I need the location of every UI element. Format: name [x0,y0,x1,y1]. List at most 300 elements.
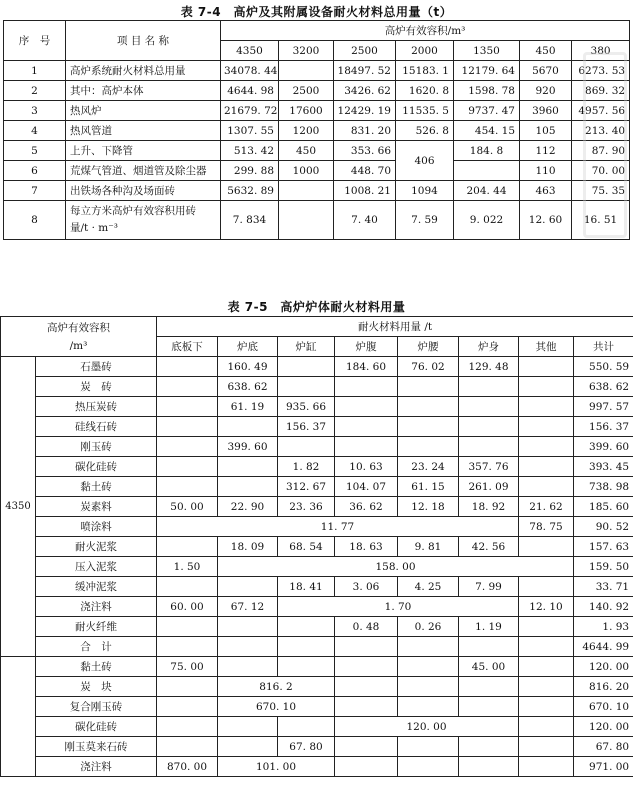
cell [335,657,398,677]
row-seq: 1 [4,61,66,81]
cell [459,737,519,757]
table-row [1,757,633,777]
cell [519,417,574,437]
cell [398,677,459,697]
cell [157,417,218,437]
cell: 156. 37 [278,417,335,437]
table-row [4,161,630,181]
cell-total: 185. 60 [574,497,633,517]
cell: 67. 80 [278,737,335,757]
cell: 831. 20 [334,121,396,141]
col-header: 共计 [574,337,633,357]
cell-merged: 101. 00 [218,757,335,777]
cell: 18. 92 [459,497,519,517]
cell: 0. 26 [398,617,459,637]
cell: 2500 [279,81,334,101]
col-header: 其他 [519,337,574,357]
row-name [66,201,221,240]
cell-total: 816. 20 [574,677,633,697]
cell: 3. 06 [335,577,398,597]
header-volume: 高炉有效容积 [47,321,110,334]
cell [157,457,218,477]
row-seq: 3 [4,101,66,121]
header-volume-cell [1,317,157,357]
cell [218,617,278,637]
cell: 12. 60 [520,201,572,240]
cell [157,437,218,457]
cell: 5670 [520,61,572,81]
table-row [1,737,633,757]
cell: 1008. 21 [334,181,396,201]
cell-total: 4644. 99 [574,637,633,657]
cell [218,577,278,597]
cell [278,717,335,737]
cell: 61. 19 [218,397,278,417]
material-name: 刚玉砖 [36,437,157,457]
material-name: 碳化硅砖 [36,717,157,737]
cell [278,637,335,657]
cell [157,717,218,737]
material-name: 热压炭砖 [36,397,157,417]
cell [218,737,278,757]
cell-merged: 11. 77 [157,517,519,537]
cell [279,201,334,240]
table-row [1,377,633,397]
cell: 353. 66 [334,141,396,161]
cell: 9737. 47 [454,101,520,121]
cell: 5632. 89 [221,181,279,201]
table-row [4,201,630,240]
cell: 16. 51 [572,201,630,240]
cell [519,437,574,457]
cell [335,677,398,697]
cell: 34078. 44 [221,61,279,81]
cell [218,457,278,477]
row-name: 出铁场各种沟及场面砖 [66,181,221,201]
cell: 18. 41 [278,577,335,597]
cell [519,637,574,657]
cell [218,477,278,497]
table-row [1,677,633,697]
cell-total: 670. 10 [574,697,633,717]
cell: 12. 18 [398,497,459,517]
table-row [1,617,633,637]
cell-total: 638. 62 [574,377,633,397]
row-name: 热风炉 [66,101,221,121]
cell [157,537,218,557]
cell: 1598. 78 [454,81,520,101]
cell [278,437,335,457]
group-volume-4350: 4350 [1,357,36,657]
cell: 1. 82 [278,457,335,477]
cell: 3960 [520,101,572,121]
cell: 7. 40 [334,201,396,240]
cell [398,657,459,677]
cell: 4. 25 [398,577,459,597]
row-seq: 6 [4,161,66,181]
cell: 104. 07 [335,477,398,497]
material-name: 刚玉莫来石砖 [36,737,157,757]
cell: 129. 48 [459,357,519,377]
cell: 1094 [396,181,454,201]
cell: 1. 50 [157,557,218,577]
cell [157,617,218,637]
cell: 75. 35 [572,181,630,201]
cell: 299. 88 [221,161,279,181]
cell: 78. 75 [519,517,574,537]
cell [519,457,574,477]
table-row [1,457,633,477]
table-row [1,497,633,517]
material-name: 喷涂料 [36,517,157,537]
cell-merged: 158. 00 [218,557,574,577]
cell [335,637,398,657]
cell [278,377,335,397]
material-name: 复合刚玉砖 [36,697,157,717]
col-header: 炉腹 [335,337,398,357]
cell [157,737,218,757]
cell [519,737,574,757]
cell: 18. 09 [218,537,278,557]
cell [519,397,574,417]
material-name: 石墨砖 [36,357,157,377]
cell: 21679. 72 [221,101,279,121]
cell: 60. 00 [157,597,218,617]
row-name: 热风管道 [66,121,221,141]
group-volume-2 [1,657,36,777]
cell [157,397,218,417]
material-name: 硅线石砖 [36,417,157,437]
vol-col: 380 [572,41,630,61]
material-name: 炭 块 [36,677,157,697]
col-header: 炉缸 [278,337,335,357]
cell [335,397,398,417]
cell: 312. 67 [278,477,335,497]
col-header: 底板下 [157,337,218,357]
cell-total: 156. 37 [574,417,633,437]
row-name-line1: 每立方米高炉有效容积用砖 [70,205,196,217]
cell: 4644. 98 [221,81,279,101]
cell [157,677,218,697]
col-header: 炉腰 [398,337,459,357]
cell-total: 157. 63 [574,537,633,557]
cell [157,377,218,397]
cell [398,757,459,777]
header-seq: 序 号 [4,21,66,61]
material-name: 浇注料 [36,597,157,617]
vol-col: 1350 [454,41,520,61]
cell: 1000 [279,161,334,181]
cell: 1620. 8 [396,81,454,101]
cell [459,417,519,437]
cell [398,637,459,657]
cell: 1200 [279,121,334,141]
cell [459,757,519,777]
table-row-total [1,637,633,657]
table-row [1,657,633,677]
cell: 21. 62 [519,497,574,517]
cell [218,637,278,657]
row-name: 高炉系统耐火材料总用量 [66,61,221,81]
cell-total: 120. 00 [574,657,633,677]
cell [519,377,574,397]
vol-col: 2500 [334,41,396,61]
cell: 213. 40 [572,121,630,141]
material-name: 合 计 [36,637,157,657]
cell: 261. 09 [459,477,519,497]
cell: 450 [279,141,334,161]
row-name: 其中：高炉本体 [66,81,221,101]
cell [398,397,459,417]
cell: 15183. 1 [396,61,454,81]
cell-total: 550. 59 [574,357,633,377]
cell: 17600 [279,101,334,121]
table-row [4,101,630,121]
cell: 638. 62 [218,377,278,397]
cell: 76. 02 [398,357,459,377]
cell: 513. 42 [221,141,279,161]
cell [335,377,398,397]
cell: 36. 62 [335,497,398,517]
cell: 7. 834 [221,201,279,240]
cell-total: 90. 52 [574,517,633,537]
table-row [1,397,633,417]
cell: 23. 36 [278,497,335,517]
cell [398,437,459,457]
cell: 10. 63 [335,457,398,477]
table-row [1,717,633,737]
cell: 87. 90 [572,141,630,161]
vol-col: 4350 [221,41,279,61]
table-row [1,357,633,377]
col-header: 炉底 [218,337,278,357]
table-row [4,81,630,101]
cell [519,717,574,737]
cell [459,637,519,657]
table-row [4,121,630,141]
cell-total: 67. 80 [574,737,633,757]
cell: 11535. 5 [396,101,454,121]
cell [459,377,519,397]
cell [157,577,218,597]
cell: 18497. 52 [334,61,396,81]
table-row [4,61,630,81]
cell: 869. 32 [572,81,630,101]
cell [218,717,278,737]
cell: 23. 24 [398,457,459,477]
cell [519,577,574,597]
cell: 70. 00 [572,161,630,181]
cell [519,697,574,717]
cell [335,757,398,777]
cell: 110 [520,161,572,181]
cell [157,477,218,497]
cell: 204. 44 [454,181,520,201]
row-seq: 4 [4,121,66,141]
material-name: 压入泥浆 [36,557,157,577]
cell [279,61,334,81]
material-name: 黏土砖 [36,657,157,677]
material-name: 碳化硅砖 [36,457,157,477]
cell: 12429. 19 [334,101,396,121]
cell [459,397,519,417]
cell [335,697,398,717]
cell [519,657,574,677]
cell [454,161,520,181]
cell: 526. 8 [396,121,454,141]
table-row [1,437,633,457]
cell [398,737,459,757]
row-name: 荒煤气管道、烟道管及除尘器 [66,161,221,181]
cell: 105 [520,121,572,141]
material-name: 耐火纤维 [36,617,157,637]
cell: 448. 70 [334,161,396,181]
cell [157,637,218,657]
cell-total: 997. 57 [574,397,633,417]
cell [278,657,335,677]
cell: 184. 60 [335,357,398,377]
cell [519,537,574,557]
table-row [1,477,633,497]
vol-col: 3200 [279,41,334,61]
cell-merged: 1. 70 [278,597,519,617]
cell: 935. 66 [278,397,335,417]
cell: 870. 00 [157,757,218,777]
cell [157,697,218,717]
cell [278,357,335,377]
row-name-line2: 量/t · m⁻³ [70,222,118,234]
cell: 1. 19 [459,617,519,637]
cell: 9. 022 [454,201,520,240]
cell: 1307. 55 [221,121,279,141]
cell [459,677,519,697]
cell: 920 [520,81,572,101]
cell: 454. 15 [454,121,520,141]
cell [278,617,335,637]
cell [459,437,519,457]
cell-total: 140. 92 [574,597,633,617]
table-row [1,597,633,617]
cell-total: 399. 60 [574,437,633,457]
cell-total: 159. 50 [574,557,633,577]
cell [218,417,278,437]
cell: 12. 10 [519,597,574,617]
cell: 6273. 53 [572,61,630,81]
cell [157,357,218,377]
cell: 4957. 56 [572,101,630,121]
cell: 463 [520,181,572,201]
cell [218,657,278,677]
material-name: 炭素料 [36,497,157,517]
row-seq: 8 [4,201,66,240]
cell: 160. 49 [218,357,278,377]
row-name: 上升、下降管 [66,141,221,161]
cell-merged: 816. 2 [218,677,335,697]
col-header: 炉身 [459,337,519,357]
row-seq: 2 [4,81,66,101]
table-row [1,697,633,717]
cell: 61. 15 [398,477,459,497]
cell-merged: 406 [396,141,454,181]
cell: 22. 90 [218,497,278,517]
cell: 0. 48 [335,617,398,637]
cell: 399. 60 [218,437,278,457]
cell [519,677,574,697]
material-name: 浇注料 [36,757,157,777]
cell: 7. 99 [459,577,519,597]
cell-total: 1. 93 [574,617,633,637]
cell-total: 393. 45 [574,457,633,477]
table-row [1,557,633,577]
cell: 75. 00 [157,657,218,677]
table-row [4,181,630,201]
table-row [4,141,630,161]
cell: 42. 56 [459,537,519,557]
cell [398,377,459,397]
cell [335,737,398,757]
cell: 67. 12 [218,597,278,617]
cell [519,617,574,637]
cell [335,437,398,457]
material-name: 缓冲泥浆 [36,577,157,597]
cell: 50. 00 [157,497,218,517]
cell: 357. 76 [459,457,519,477]
table-row [1,417,633,437]
cell: 3426. 62 [334,81,396,101]
header-volume-unit: /m³ [69,339,88,352]
material-name: 黏土砖 [36,477,157,497]
cell-merged: 120. 00 [335,717,519,737]
cell: 9. 81 [398,537,459,557]
table1-caption: 表 7-4 高炉及其附属设备耐火材料总用量（t） [180,5,453,19]
row-seq: 7 [4,181,66,201]
header-volume: 高炉有效容积/m³ [221,21,630,41]
cell-total: 120. 00 [574,717,633,737]
table2-caption: 表 7-5 高炉炉体耐火材料用量 [227,300,406,314]
table-refractory-total [3,20,630,240]
cell-total: 738. 98 [574,477,633,497]
cell [519,477,574,497]
vol-col: 450 [520,41,572,61]
table-furnace-body-refractory [0,316,633,777]
cell-total: 33. 71 [574,577,633,597]
cell [519,757,574,777]
cell: 68. 54 [278,537,335,557]
cell: 184. 8 [454,141,520,161]
cell [459,697,519,717]
table-row [1,577,633,597]
cell: 7. 59 [396,201,454,240]
cell [398,417,459,437]
row-seq: 5 [4,141,66,161]
cell: 112 [520,141,572,161]
cell [519,357,574,377]
header-item: 项 目 名 称 [66,21,221,61]
watermark-logo [583,52,627,238]
material-name: 炭 砖 [36,377,157,397]
cell: 45. 00 [459,657,519,677]
cell [335,417,398,437]
cell-total: 971. 00 [574,757,633,777]
vol-col: 2000 [396,41,454,61]
table-row [1,537,633,557]
cell-merged: 670. 10 [218,697,335,717]
material-name: 耐火泥浆 [36,537,157,557]
cell [398,697,459,717]
cell [279,181,334,201]
cell: 18. 63 [335,537,398,557]
table-row [1,517,633,537]
